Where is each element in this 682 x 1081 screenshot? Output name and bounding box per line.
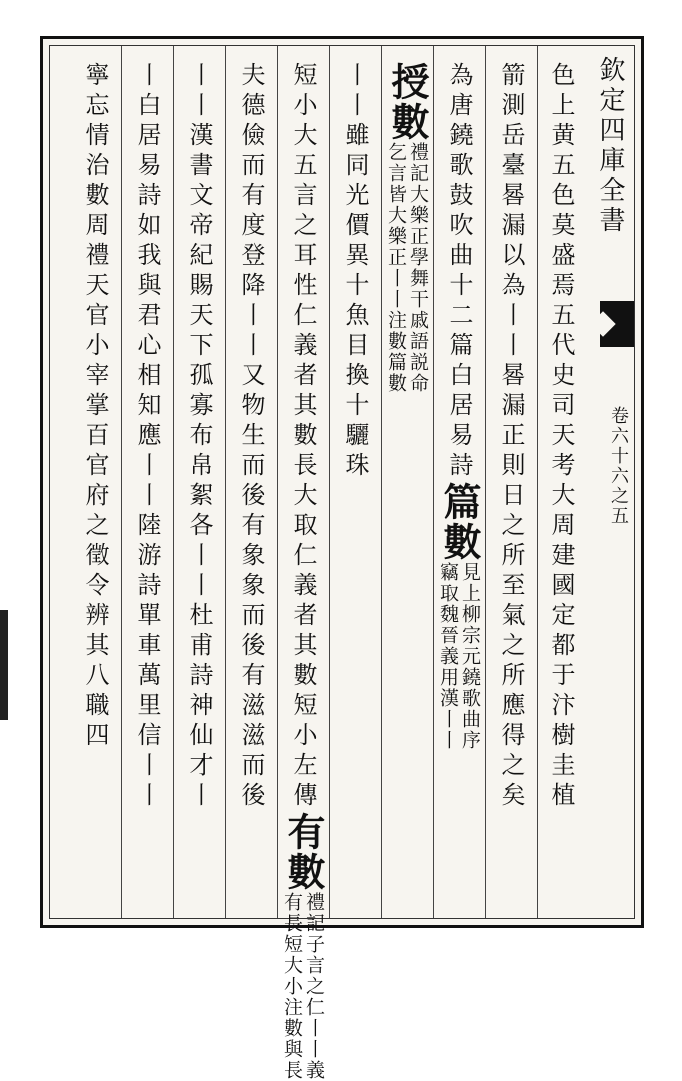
volume-label: 卷六十六之五 <box>608 406 629 526</box>
annotation: 見上柳宗元鐃歌曲序 竊取魏晉義用漢丨丨 <box>437 562 481 751</box>
text-column-4 <box>382 62 432 904</box>
library-title: 欽定四庫全書 <box>595 56 625 236</box>
page-edge-shadow <box>0 610 8 720</box>
fish-tail-marker <box>600 301 634 347</box>
text-column-9: 丨白居易詩如我與君心相知應丨丨陸游詩單車萬里信丨丨 <box>133 62 161 812</box>
text-column-5: 丨丨雖同光價異十魚目換十驪珠 <box>341 62 369 482</box>
text-column-1: 色上黄五色莫盛焉五代史司天考大周建國定都于汴樹圭植 <box>547 62 575 812</box>
library-header <box>590 56 630 236</box>
text-column-6: 短小大五言之耳性仁義者其數長大取仁義者其數短小左傳 有數 禮記子言之仁丨丨義 有長短大小注數與長 <box>281 62 326 1081</box>
text-column-10: 寧忘情治數周禮天官小宰掌百官府之徵令辨其八職四 <box>81 62 109 752</box>
annotation: 禮記大樂正學舞干戚語説命 乞言皆大樂正丨丨注數篇數 <box>385 142 429 394</box>
annotation: 禮記子言之仁丨丨義 有長短大小注數與長 <box>281 892 325 1081</box>
headword-pianshu: 篇數 <box>437 482 482 562</box>
book-page <box>40 36 644 1081</box>
headword-youshu: 有數 <box>281 812 326 892</box>
text-column-7: 夫德儉而有度登降丨丨又物生而後有象象而後有滋滋而後 <box>237 62 265 812</box>
page-frame <box>49 45 635 1081</box>
text-column-2: 箭測岳臺晷漏以為丨丨晷漏正則日之所至氣之所應得之矣 <box>497 62 525 812</box>
text-column-3: 為唐鐃歌鼓吹曲十二篇白居易詩 篇數 見上柳宗元鐃歌曲序 竊取魏晉義用漢丨丨 <box>437 62 482 751</box>
headword-shoushu: 授數 <box>385 62 430 142</box>
text-column-8: 丨丨漢書文帝紀賜天下孤寡布帛絮各丨丨杜甫詩神仙才丨 <box>185 62 213 812</box>
